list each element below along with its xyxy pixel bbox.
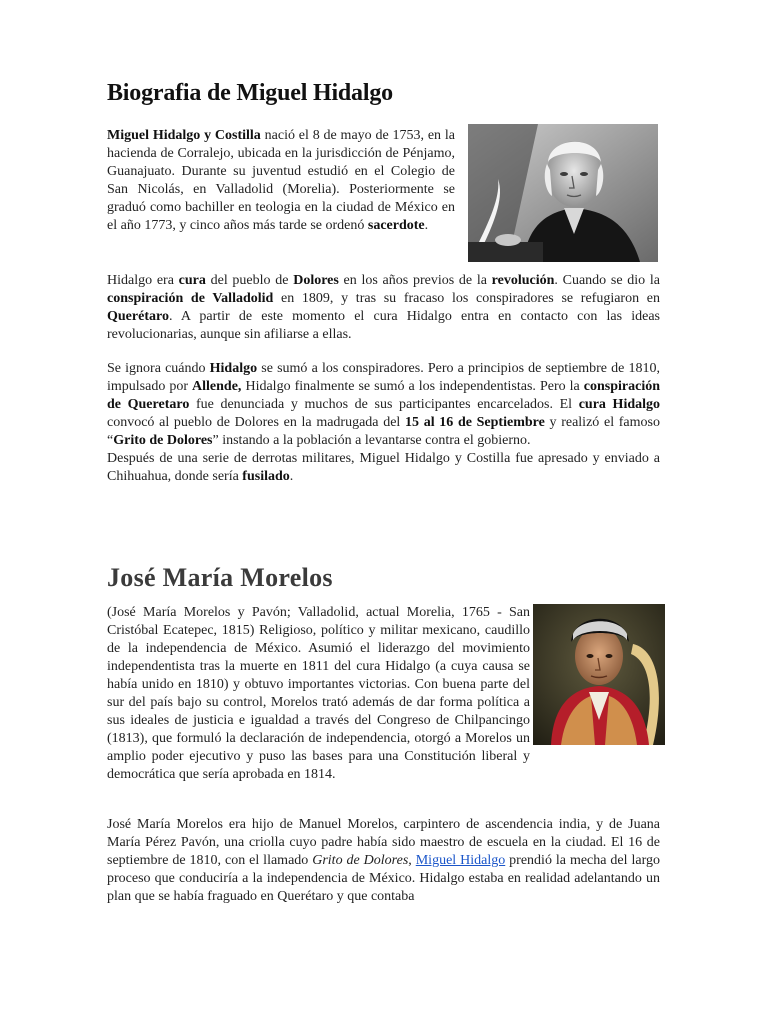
hidalgo-portrait xyxy=(468,124,658,262)
morelos-heading: José María Morelos xyxy=(107,563,333,592)
morelos-family-paragraph: José María Morelos era hijo de Manuel Morelos, carpintero de ascendencia india, y de Juana María Pérez Pavón, una criolla cuyo padre había sido maestro de escuela en la ciudad. El 16 de septiembre de 1810, con el llamado Grito de Dolores, Miguel Hidalgo prendió la mecha del largo proceso que conduciría a la independencia de México. Hidalgo estaba en realidad adelantando un plan que se había fraguado en Querétaro y que contaba xyxy=(107,817,660,904)
miguel-hidalgo-link[interactable]: Miguel Hidalgo xyxy=(415,853,506,868)
image-wrap-spacer xyxy=(530,604,660,749)
hidalgo-intro-paragraph: Miguel Hidalgo y Costilla nació el 8 de mayo de 1753, en la hacienda de Corralejo, ubicada en la jurisdicción de Pénjamo, Guanajuato. Durante su juventud estudió en el Colegio de San Nicolás, en Valladolid (Morelia). Posteriormente se graduó como bachiller en teologia en la ciudad de México en el año 1773, y cinco años más tarde se ordenó sacerdote. xyxy=(107,128,455,233)
hidalgo-conspiracy-paragraph: Se ignora cuándo Hidalgo se sumó a los conspiradores. Pero a principios de septiembre de 1810, impulsado por Allende, Hidalgo finalmente se sumó a los independentistas. Pero la conspiración de Queretaro fue denunciada y muchos de sus participantes encarcelados. El cura Hidalgo convocó al pueblo de Dolores en la madrugada del 15 al 16 de Septiembre y realizó el famoso “Grito de Dolores” instando a la población a levantarse contra el gobierno. Después de una serie de derrotas militares, Miguel Hidalgo y Costilla fue apresado y enviado a Chihuahua, donde sería fusilado. xyxy=(107,361,661,484)
hidalgo-dolores-paragraph: Hidalgo era cura del pueblo de Dolores en los años previos de la revolución. Cuando se dio la conspiración de Valladolid en 1809, y tras su fracaso los conspiradores se refugiaron en Querétaro. A partir de este momento el cura Hidalgo entra en contacto con las ideas revolucionarias, aunque sin afiliarse a ellas. xyxy=(107,273,661,342)
hidalgo-heading: Biografia de Miguel Hidalgo xyxy=(107,80,393,106)
morelos-bio-paragraph: (José María Morelos y Pavón; Valladolid, actual Morelia, 1765 - San Cristóbal Ecatepec, 1815) Religioso, político y militar mexicano, caudillo de la independencia de México. Asumió el liderazgo del movimiento independentista tras la muerte en 1811 del cura Hidalgo (a cuya causa se había unido en 1810) y obtuvo importantes victorias. Con buena parte del sur del país bajo su control, Morelos trató además de dar forma política a sus ideales de justicia e igualdad a través del Congreso de Chilpancingo (1813), que formuló la declaración de independencia, otorgó a Morelos un amplio poder ejecutivo y puso las bases para una Constitución liberal y democrática que sería aprobada en 1814. xyxy=(107,604,660,784)
